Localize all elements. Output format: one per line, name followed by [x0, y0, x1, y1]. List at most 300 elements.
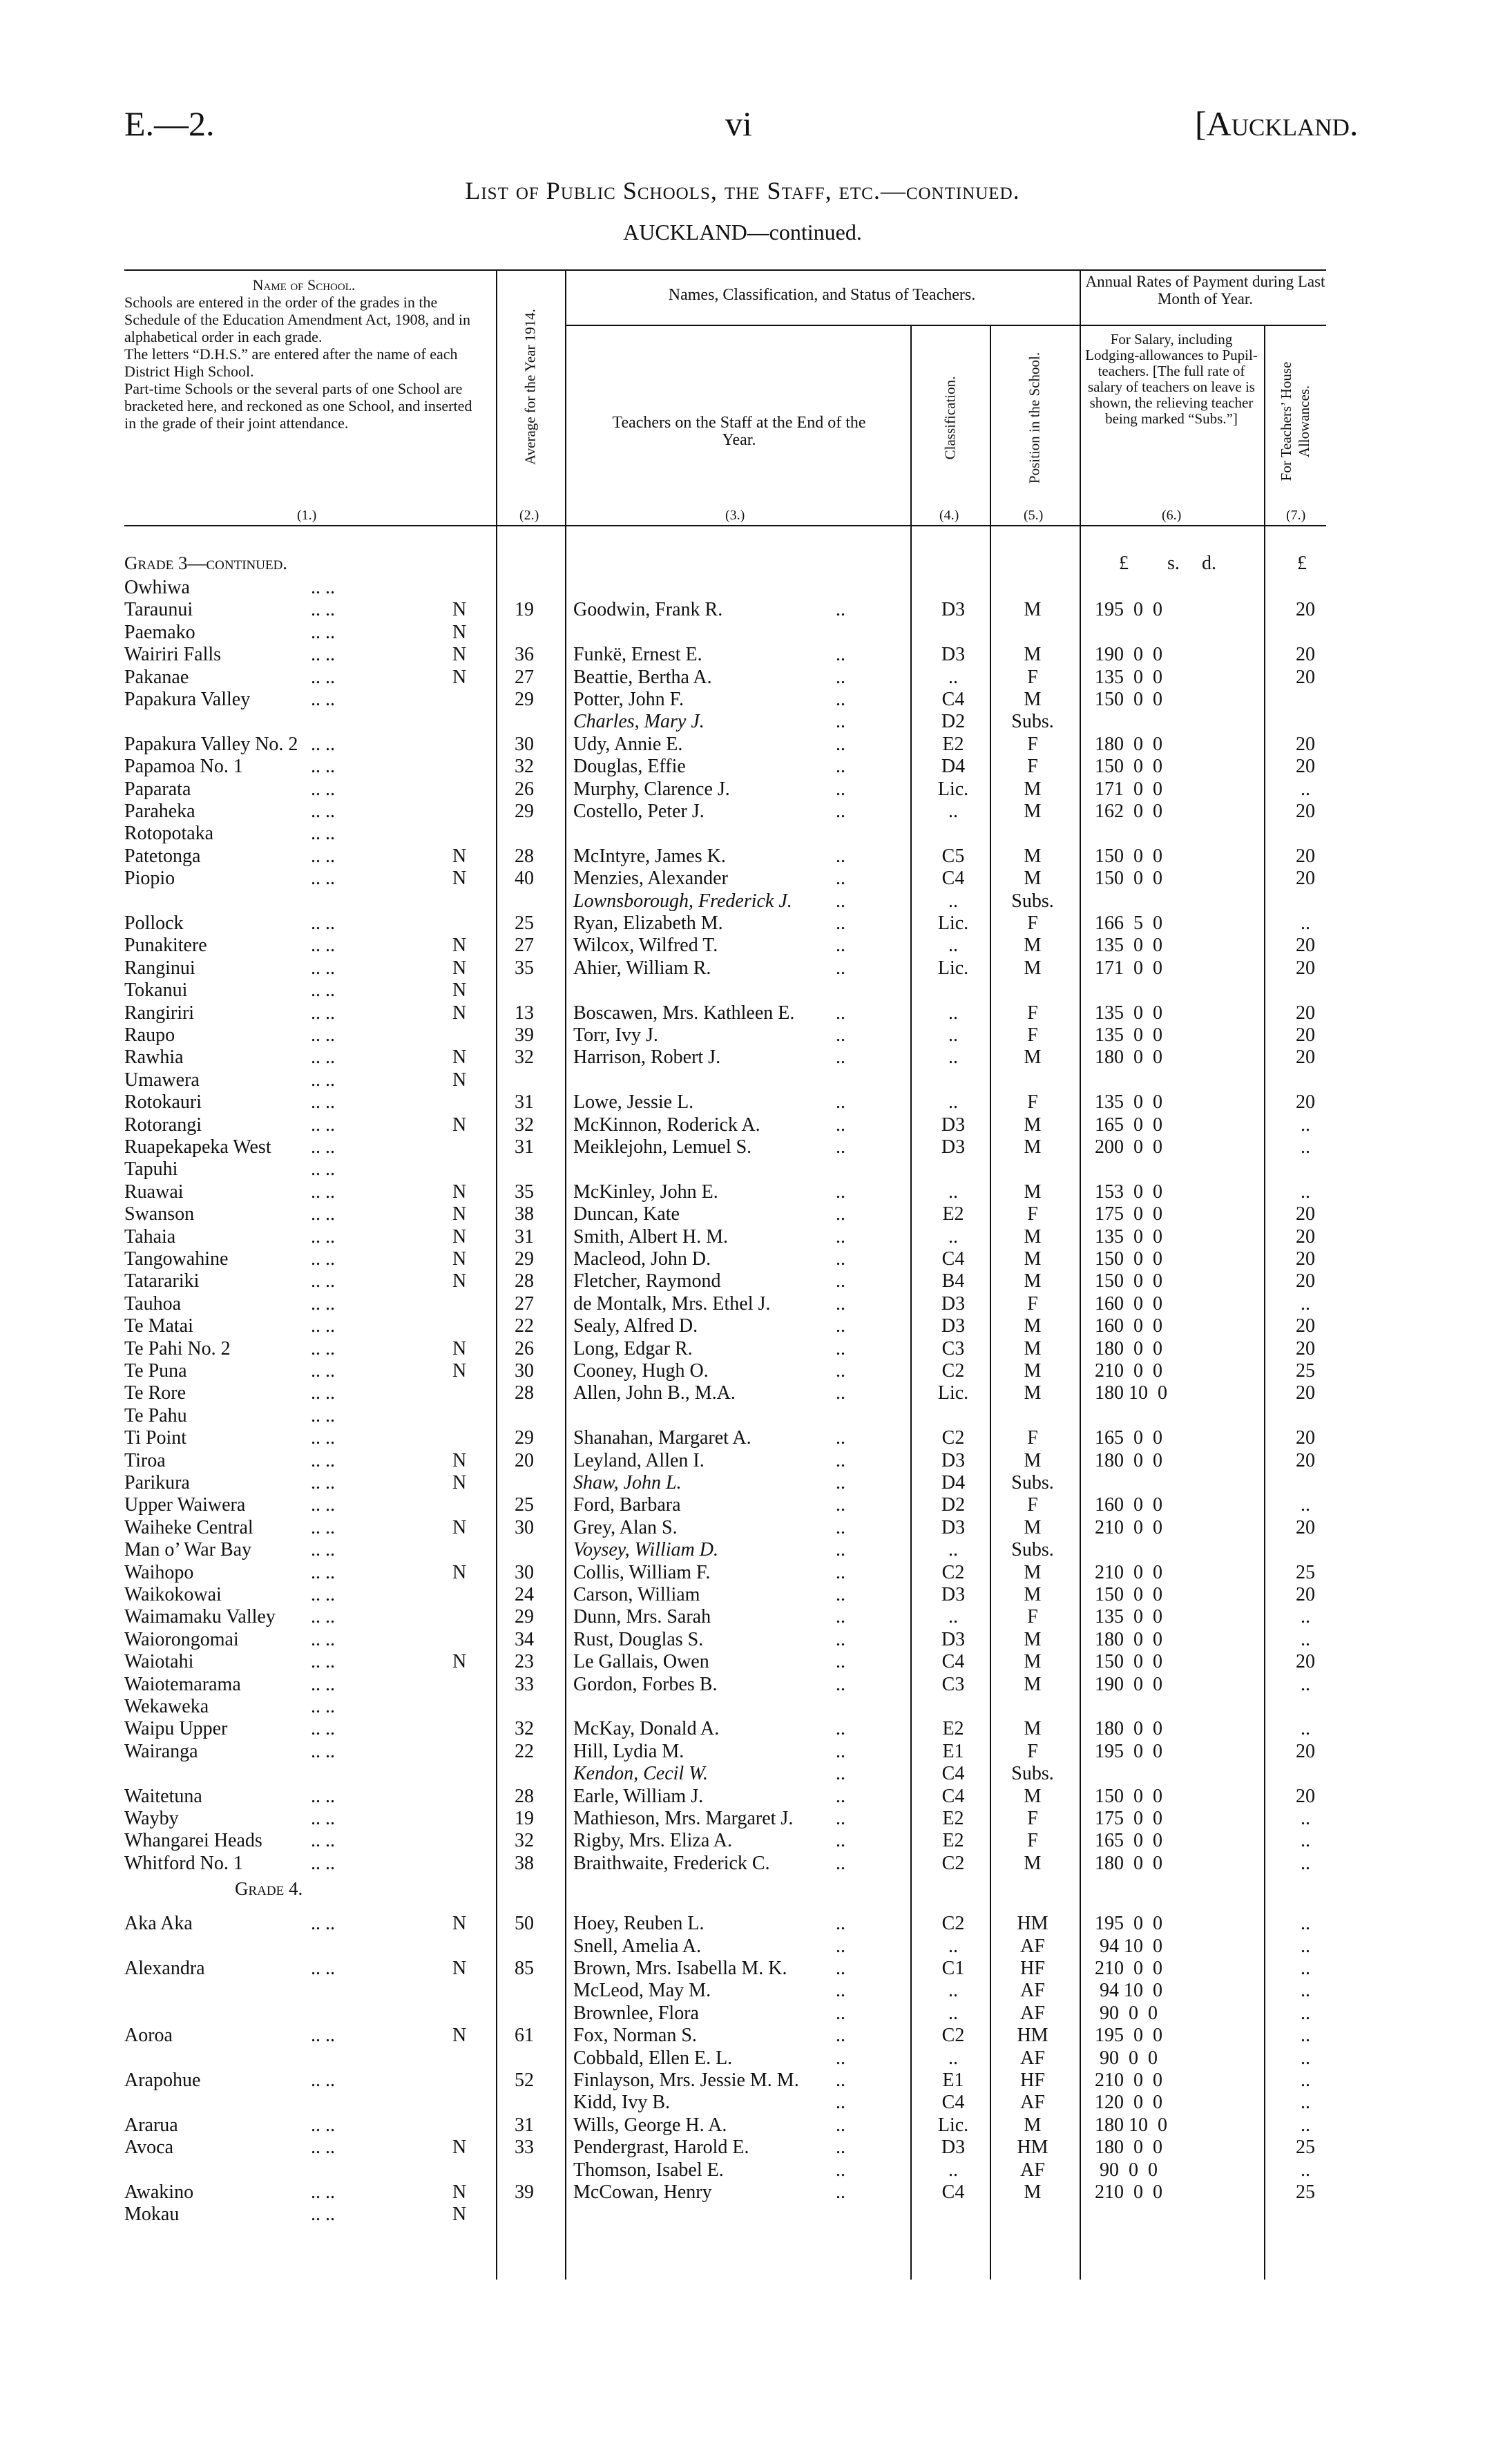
col-number-2: (2.): [519, 508, 539, 523]
average-attendance: 39: [515, 1024, 534, 1046]
unit-shillings: s.: [1167, 553, 1180, 574]
average-attendance: 27: [515, 666, 534, 688]
house-allowance: 20: [1296, 1024, 1315, 1046]
native-school-flag: N: [452, 2025, 467, 2047]
leader-dots: .. ..: [311, 913, 335, 934]
table-row: [0, 644, 1485, 666]
average-attendance: 31: [515, 2114, 534, 2136]
leader-dots: ..: [836, 1136, 845, 1158]
salary: 175 0 0: [1095, 1203, 1162, 1225]
leader-dots: .. ..: [311, 1494, 335, 1516]
classification: E2: [942, 1718, 964, 1740]
house-allowance: 20: [1296, 1315, 1315, 1337]
teacher-name: Shaw, John L.: [573, 1472, 682, 1493]
position: M: [1024, 1270, 1042, 1292]
leader-dots: ..: [836, 1913, 845, 1935]
page-reference: E.—2.: [124, 104, 215, 143]
school-name: Whitford No. 1: [124, 1852, 243, 1874]
col3-header: Teachers on the Staff at the End of the Year.: [612, 414, 866, 449]
leader-dots: ..: [836, 1181, 845, 1203]
school-name: Ranginui: [124, 957, 195, 979]
leader-dots: .. ..: [311, 1958, 335, 1979]
table-row: [0, 1360, 1485, 1382]
house-allowance: 20: [1296, 1516, 1315, 1538]
position: AF: [1020, 1935, 1045, 1957]
position: Subs.: [1011, 1539, 1054, 1561]
school-name: Papakura Valley: [124, 689, 251, 710]
house-allowance: ..: [1301, 1673, 1310, 1695]
classification: ..: [948, 1024, 958, 1046]
salary: 165 0 0: [1095, 1830, 1162, 1852]
leader-dots: .. ..: [311, 1852, 335, 1874]
school-name: Umawera: [124, 1069, 200, 1091]
school-name: Waiotahi: [124, 1651, 194, 1673]
table-row: [0, 957, 1485, 980]
leader-dots: ..: [836, 2070, 845, 2091]
classification: ..: [948, 2159, 958, 2181]
classification: Lic.: [937, 2114, 969, 2136]
teacher-name: Mathieson, Mrs. Margaret J.: [573, 1808, 794, 1829]
leader-dots: ..: [836, 733, 845, 755]
house-allowance: ..: [1301, 2159, 1310, 2181]
table-row: [0, 1203, 1485, 1225]
salary: 165 0 0: [1095, 1114, 1162, 1136]
salary: 195 0 0: [1095, 599, 1162, 621]
teacher-name: Cooney, Hugh O.: [573, 1360, 709, 1382]
house-allowance: ..: [1301, 1852, 1310, 1874]
leader-dots: ..: [836, 1091, 845, 1114]
classification: E1: [942, 2070, 964, 2091]
table-row: [0, 1405, 1485, 1427]
leader-dots: ..: [836, 913, 845, 934]
leader-dots: ..: [836, 1047, 845, 1069]
teacher-name: Hoey, Reuben L.: [573, 1913, 705, 1935]
leader-dots: .. ..: [311, 778, 335, 800]
salary: 150 0 0: [1095, 868, 1162, 890]
leader-dots: .. ..: [311, 1404, 335, 1426]
position: M: [1024, 1136, 1042, 1158]
table-row: [0, 1763, 1485, 1785]
leader-dots: .. ..: [311, 599, 335, 621]
native-school-flag: N: [452, 1069, 467, 1091]
school-name: Te Matai: [124, 1315, 193, 1337]
house-allowance: 25: [1296, 1360, 1315, 1382]
average-attendance: 38: [515, 1203, 534, 1225]
table-row: [0, 1338, 1485, 1360]
teacher-name: Shanahan, Margaret A.: [573, 1427, 751, 1449]
position: M: [1024, 1181, 1042, 1203]
classification: C4: [941, 1785, 965, 1807]
house-allowance: ..: [1301, 1958, 1310, 1979]
table-row: [0, 1830, 1485, 1852]
school-name: Waiheke Central: [124, 1516, 253, 1538]
table-row: [0, 599, 1485, 621]
native-school-flag: N: [452, 868, 467, 890]
leader-dots: .. ..: [311, 1913, 335, 1935]
table-row: [0, 1181, 1485, 1203]
salary: 195 0 0: [1095, 2025, 1162, 2047]
table-row: [0, 868, 1485, 890]
average-attendance: 32: [515, 756, 534, 778]
native-school-flag: N: [452, 957, 467, 979]
leader-dots: ..: [836, 1584, 845, 1605]
school-name: Tahaia: [124, 1225, 176, 1248]
leader-dots: .. ..: [311, 845, 335, 867]
col-number-3: (3.): [725, 508, 745, 523]
grade-4-heading: Grade 4.: [235, 1878, 303, 1900]
leader-dots: .. ..: [311, 1718, 335, 1740]
salary: 180 0 0: [1095, 1628, 1162, 1650]
table-row: [0, 1808, 1485, 1830]
salary: 120 0 0: [1095, 2092, 1162, 2114]
leader-dots: .. ..: [311, 1382, 335, 1404]
leader-dots: ..: [836, 1516, 845, 1538]
table-row: [0, 1718, 1485, 1740]
average-attendance: 27: [515, 935, 534, 957]
page-title: List of Public Schools, the Staff, etc.—continued.: [465, 177, 1020, 204]
school-name: Wayby: [124, 1808, 179, 1829]
leader-dots: ..: [836, 845, 845, 867]
average-attendance: 29: [515, 1427, 534, 1449]
table-row: [0, 1069, 1485, 1091]
leader-dots: .. ..: [311, 1360, 335, 1382]
salary: 94 10 0: [1095, 1980, 1162, 2002]
table-row: [0, 1562, 1485, 1584]
col-number-1: (1.): [297, 508, 317, 523]
table-row: [0, 2025, 1485, 2047]
teacher-name: Funkë, Ernest E.: [573, 644, 702, 666]
table-row: [0, 2003, 1485, 2025]
school-name: Waimamaku Valley: [124, 1606, 276, 1628]
classification: D3: [941, 599, 966, 621]
salary: 175 0 0: [1095, 1808, 1162, 1829]
classification: Lic.: [937, 913, 969, 934]
house-allowance: ..: [1301, 2025, 1310, 2047]
salary: 210 0 0: [1095, 1360, 1162, 1382]
position: M: [1024, 1852, 1042, 1874]
house-allowance: ..: [1301, 2002, 1310, 2024]
average-attendance: 27: [515, 1292, 534, 1315]
house-allowance: 20: [1296, 868, 1315, 890]
position: F: [1027, 1427, 1038, 1449]
average-attendance: 28: [515, 845, 534, 867]
teacher-name: McKay, Donald A.: [573, 1718, 720, 1740]
classification: ..: [948, 2002, 958, 2024]
leader-dots: .. ..: [311, 1181, 335, 1203]
leader-dots: .. ..: [311, 823, 335, 845]
position: M: [1024, 644, 1042, 666]
salary: 135 0 0: [1095, 935, 1162, 957]
average-attendance: 32: [515, 1114, 534, 1136]
teacher-name: Goodwin, Frank R.: [573, 599, 723, 621]
house-allowance: 25: [1296, 2181, 1315, 2203]
leader-dots: .. ..: [311, 2137, 335, 2159]
table-row: [0, 2092, 1485, 2114]
house-allowance: 20: [1296, 1203, 1315, 1225]
teachers-group-rule: [565, 325, 1080, 326]
table-row: [0, 622, 1485, 644]
classification: ..: [948, 1935, 958, 1957]
average-attendance: 25: [515, 913, 534, 934]
table-row: [0, 1382, 1485, 1404]
table-row: [0, 667, 1485, 689]
leader-dots: .. ..: [311, 2181, 335, 2203]
leader-dots: ..: [836, 1024, 845, 1046]
house-allowance: 20: [1296, 1651, 1315, 1673]
classification: C4: [941, 1651, 965, 1673]
table-row: [0, 711, 1485, 733]
salary: 135 0 0: [1095, 1225, 1162, 1248]
leader-dots: .. ..: [311, 1516, 335, 1538]
leader-dots: ..: [836, 1382, 845, 1404]
average-attendance: 85: [515, 1958, 534, 1979]
classification: D3: [941, 1292, 966, 1315]
position: Subs.: [1011, 711, 1054, 733]
salary: 180 0 0: [1095, 1852, 1162, 1874]
position: M: [1024, 1337, 1042, 1359]
classification: ..: [948, 1002, 958, 1024]
table-row: [0, 1674, 1485, 1696]
table-row: [0, 1629, 1485, 1651]
school-name: Tatarariki: [124, 1270, 200, 1292]
teacher-name: Smith, Albert H. M.: [573, 1225, 729, 1248]
teacher-name: Douglas, Effie: [573, 756, 686, 778]
position: AF: [1020, 2002, 1045, 2024]
table-row: [0, 1853, 1485, 1875]
teacher-name: Rust, Douglas S.: [573, 1628, 704, 1650]
position: HM: [1017, 2025, 1048, 2047]
leader-dots: .. ..: [311, 689, 335, 710]
teacher-name: Long, Edgar R.: [573, 1337, 693, 1359]
classification: C2: [941, 1427, 965, 1449]
native-school-flag: N: [452, 1114, 467, 1136]
classification: ..: [948, 1539, 958, 1561]
leader-dots: .. ..: [311, 1114, 335, 1136]
table-row: [0, 779, 1485, 801]
leader-dots: .. ..: [311, 980, 335, 1002]
classification: ..: [948, 1047, 958, 1069]
position: M: [1024, 1628, 1042, 1650]
teacher-name: Kendon, Cecil W.: [573, 1763, 708, 1785]
payment-group-rule: [1080, 325, 1326, 326]
table-row: [0, 2047, 1485, 2070]
leader-dots: .. ..: [311, 1696, 335, 1717]
native-school-flag: N: [452, 1002, 467, 1024]
col1-heading: Name of School.: [252, 276, 356, 294]
position: M: [1024, 1785, 1042, 1807]
salary: 150 0 0: [1095, 1270, 1162, 1292]
average-attendance: 61: [515, 2025, 534, 2047]
col2-header: Average for the Year 1914.: [521, 309, 539, 465]
native-school-flag: N: [452, 599, 467, 621]
table-row: [0, 2159, 1485, 2181]
teacher-name: Dunn, Mrs. Sarah: [573, 1606, 711, 1628]
position: F: [1027, 1024, 1038, 1046]
position: F: [1027, 1606, 1038, 1628]
position: AF: [1020, 1980, 1045, 2002]
table-row: [0, 1047, 1485, 1069]
position: HM: [1017, 2137, 1048, 2159]
leader-dots: .. ..: [311, 868, 335, 890]
school-name: Paemako: [124, 621, 195, 643]
school-name: Patetonga: [124, 845, 201, 867]
table-row: [0, 1450, 1485, 1472]
classification: D3: [941, 1136, 966, 1158]
leader-dots: .. ..: [311, 1584, 335, 1605]
leader-dots: ..: [836, 868, 845, 890]
school-name: Piopio: [124, 868, 175, 890]
table-row: [0, 1293, 1485, 1315]
average-attendance: 28: [515, 1785, 534, 1807]
leader-dots: .. ..: [311, 621, 335, 643]
school-name: Te Rore: [124, 1382, 186, 1404]
leader-dots: ..: [836, 1718, 845, 1740]
leader-dots: ..: [836, 689, 845, 710]
salary: 150 0 0: [1095, 845, 1162, 867]
house-allowance: 25: [1296, 2137, 1315, 2159]
salary: 150 0 0: [1095, 1651, 1162, 1673]
native-school-flag: N: [452, 1203, 467, 1225]
house-allowance: ..: [1301, 1718, 1310, 1740]
average-attendance: 33: [515, 2137, 534, 2159]
classification: C4: [941, 868, 965, 890]
teacher-name: Boscawen, Mrs. Kathleen E.: [573, 1002, 795, 1024]
table-row: [0, 2137, 1485, 2159]
table-row: [0, 1114, 1485, 1136]
classification: C4: [941, 2181, 965, 2203]
salary: 160 0 0: [1095, 1292, 1162, 1315]
teacher-name: Wills, George H. A.: [573, 2114, 727, 2136]
teacher-name: Potter, John F.: [573, 689, 684, 710]
leader-dots: .. ..: [311, 1539, 335, 1561]
leader-dots: ..: [836, 1270, 845, 1292]
classification: B4: [941, 1270, 965, 1292]
house-allowance: ..: [1301, 1114, 1310, 1136]
leader-dots: ..: [836, 1203, 845, 1225]
teacher-name: McCowan, Henry: [573, 2181, 712, 2203]
house-allowance: ..: [1301, 2047, 1310, 2069]
leader-dots: .. ..: [311, 1561, 335, 1583]
unit-pound: £: [1119, 553, 1129, 574]
table-row: [0, 846, 1485, 868]
house-allowance: 20: [1296, 644, 1315, 666]
leader-dots: ..: [836, 2047, 845, 2069]
position: M: [1024, 935, 1042, 957]
average-attendance: 31: [515, 1225, 534, 1248]
average-attendance: 31: [515, 1136, 534, 1158]
position: Subs.: [1011, 1472, 1054, 1493]
leader-dots: ..: [836, 1114, 845, 1136]
salary: 150 0 0: [1095, 1584, 1162, 1605]
leader-dots: ..: [836, 711, 845, 733]
classification: ..: [948, 1091, 958, 1114]
house-allowance: 20: [1296, 599, 1315, 621]
leader-dots: .. ..: [311, 2114, 335, 2136]
house-allowance: ..: [1301, 1913, 1310, 1935]
salary: 166 5 0: [1095, 913, 1162, 934]
school-name: Tauhoa: [124, 1292, 182, 1315]
native-school-flag: N: [452, 1651, 467, 1673]
salary: 135 0 0: [1095, 1606, 1162, 1628]
classification: ..: [948, 1980, 958, 2002]
native-school-flag: N: [452, 666, 467, 688]
position: Subs.: [1011, 1763, 1054, 1785]
native-school-flag: N: [452, 2137, 467, 2159]
position: M: [1024, 689, 1042, 710]
salary: 165 0 0: [1095, 1427, 1162, 1449]
native-school-flag: N: [452, 2204, 467, 2226]
header-bottom-rule: [124, 525, 1326, 526]
table-row: [0, 1539, 1485, 1561]
house-allowance: 20: [1296, 1270, 1315, 1292]
average-attendance: 32: [515, 1047, 534, 1069]
school-name: Te Pahu: [124, 1404, 187, 1426]
position: M: [1024, 1673, 1042, 1695]
school-name: Ruapekapeka West: [124, 1136, 271, 1158]
position: M: [1024, 1449, 1042, 1471]
teacher-name: Torr, Ivy J.: [573, 1024, 658, 1046]
classification: D3: [941, 1584, 966, 1605]
leader-dots: ..: [836, 2092, 845, 2114]
teacher-name: Cobbald, Ellen E. L.: [573, 2047, 733, 2069]
school-name: Tiroa: [124, 1449, 166, 1471]
leader-dots: .. ..: [311, 577, 335, 598]
col6-header: For Salary, including Lodging-allowances to Pupil-teachers. [The full rate of salary of teachers on leave is shown, the relieving teacher being marked “Subs.”]: [1085, 331, 1258, 427]
classification: E1: [942, 1740, 964, 1762]
house-allowance: ..: [1301, 778, 1310, 800]
average-attendance: 29: [515, 689, 534, 710]
salary: 180 0 0: [1095, 1718, 1162, 1740]
leader-dots: ..: [836, 1292, 845, 1315]
salary: 200 0 0: [1095, 1136, 1162, 1158]
table-row: [0, 1913, 1485, 1935]
position: M: [1024, 1516, 1042, 1538]
leader-dots: .. ..: [311, 1472, 335, 1493]
teacher-name: Brownlee, Flora: [573, 2002, 699, 2024]
position: M: [1024, 1561, 1042, 1583]
salary: 150 0 0: [1095, 1785, 1162, 1807]
table-row: [0, 935, 1485, 957]
classification: ..: [948, 1181, 958, 1203]
leader-dots: .. ..: [311, 1047, 335, 1069]
native-school-flag: N: [452, 1181, 467, 1203]
leader-dots: ..: [836, 1673, 845, 1695]
house-allowance: 20: [1296, 1785, 1315, 1807]
position: M: [1024, 1315, 1042, 1337]
school-name: Punakitere: [124, 935, 207, 957]
table-row: [0, 1958, 1485, 1980]
table-row: [0, 1651, 1485, 1673]
leader-dots: .. ..: [311, 957, 335, 979]
classification: D4: [941, 1472, 966, 1493]
teacher-name: Lowe, Jessie L.: [573, 1091, 694, 1114]
position: M: [1024, 801, 1042, 822]
teacher-name: Wilcox, Wilfred T.: [573, 935, 718, 957]
position: F: [1027, 1740, 1038, 1762]
classification: C4: [941, 1763, 965, 1785]
school-name: Tangowahine: [124, 1248, 229, 1270]
salary: 180 0 0: [1095, 2137, 1162, 2159]
col5-header: Position in the School.: [1026, 352, 1043, 484]
position: M: [1024, 868, 1042, 890]
average-attendance: 33: [515, 1673, 534, 1695]
school-name: Waihopo: [124, 1561, 194, 1583]
table-row: [0, 1427, 1485, 1449]
teacher-name: Ford, Barbara: [573, 1494, 681, 1516]
leader-dots: .. ..: [311, 1292, 335, 1315]
teacher-name: Menzies, Alexander: [573, 868, 728, 890]
classification: C1: [941, 1958, 965, 1979]
